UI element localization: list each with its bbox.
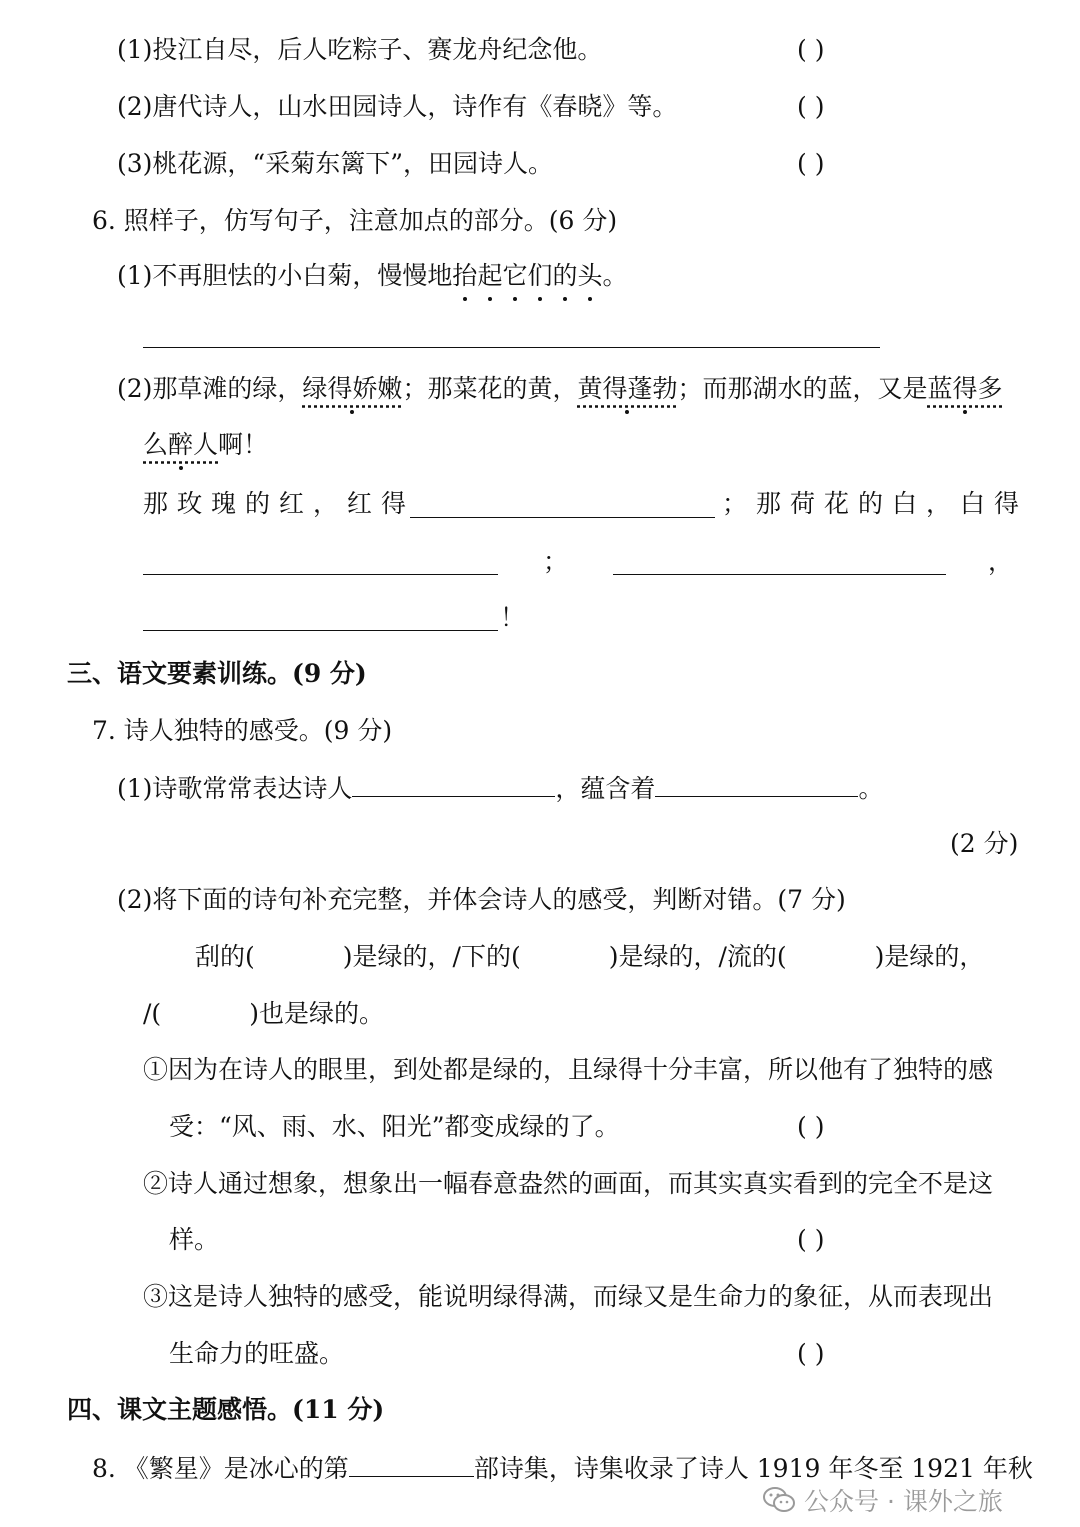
option-3-line-2: 生命力的旺盛。 (169, 1339, 345, 1368)
q7-2-title: (2)将下面的诗句补充完整，并体会诗人的感受，判断对错。(7 分) (117, 885, 846, 914)
dotted-char: 们 (527, 259, 552, 293)
dotted-phrase: 蓝得多 (927, 372, 1002, 406)
answer-blank[interactable] (655, 770, 858, 797)
answer-line[interactable] (410, 517, 715, 518)
answer-line[interactable] (143, 574, 498, 575)
section-3-title: 三、语文要素训练。(9 分) (67, 659, 367, 688)
wechat-icon (762, 1485, 796, 1515)
q5-item-3: (3)桃花源，“采菊东篱下”，田园诗人。 (117, 149, 553, 178)
exclamation: ！ (500, 603, 526, 632)
answer-line[interactable] (143, 347, 880, 348)
q7-1: (1)诗歌常常表达诗人 ，蕴含着 。 (117, 770, 883, 804)
answer-paren[interactable]: ( ) (797, 35, 825, 64)
dotted-char: 的 (552, 259, 577, 293)
comma: ， (988, 547, 1014, 576)
option-1-line-1: ①因为在诗人的眼里，到处都是绿的，且绿得十分丰富，所以他有了独特的感 (143, 1055, 994, 1084)
q6-title: 6. 照样子，仿写句子，注意加点的部分。(6 分) (92, 206, 618, 235)
option-1-line-2: 受：“风、雨、水、阳光”都变成绿的了。 (169, 1112, 620, 1141)
q6-sentence-2: (2)那草滩的绿，绿得娇嫩；那菜花的黄，黄得蓬勃；而那湖水的蓝，又是蓝得多 (117, 372, 1003, 406)
poem-line-2: /( )也是绿的。 (143, 999, 384, 1028)
answer-paren[interactable]: ( ) (797, 92, 825, 121)
q5-item-2: (2)唐代诗人，山水田园诗人，诗作有《春晓》等。 (117, 92, 678, 121)
dotted-phrase: 绿得娇嫩 (302, 372, 402, 406)
section-4-title: 四、课文主题感悟。(11 分) (67, 1395, 385, 1424)
dotted-char: 起 (477, 259, 502, 293)
semicolon: ； (543, 547, 569, 576)
answer-paren[interactable]: ( ) (797, 149, 825, 178)
q6-fill-a: 那玫瑰的红，红得 (143, 489, 416, 518)
q6-fill-b: ；那荷花的白，白得 (722, 489, 1029, 518)
watermark: 公众号 · 课外之旅 (762, 1480, 1003, 1520)
dotted-char: 头 (578, 259, 603, 293)
poem-line-1: 刮的( )是绿的，/下的( )是绿的，/流的( )是绿的， (195, 942, 985, 971)
option-3-line-1: ③这是诗人独特的感受，能说明绿得满，而绿又是生命力的象征，从而表现出 (143, 1282, 994, 1311)
q6-sentence-2-cont: 么醉人啊！ (143, 428, 268, 462)
answer-line[interactable] (613, 574, 946, 575)
option-2-line-2: 样。 (169, 1225, 220, 1254)
q5-item-1: (1)投江自尽，后人吃粽子、赛龙舟纪念他。 (117, 35, 603, 64)
dotted-char: 它 (502, 259, 527, 293)
option-2-line-1: ②诗人通过想象，想象出一幅春意盎然的画面，而其实真实看到的完全不是这 (143, 1169, 994, 1198)
dotted-phrase: 么醉人 (143, 428, 218, 462)
q8-text: 8. 《繁星》是冰心的第 部诗集，诗集收录了诗人 1919 年冬至 1921 年秋 (92, 1450, 1033, 1484)
q7-1-score: (2 分) (950, 829, 1019, 858)
q6-sentence-1: (1)不再胆怯的小白菊，慢慢地抬起它们的头。 (117, 259, 628, 293)
answer-paren[interactable]: ( ) (797, 1112, 825, 1141)
dotted-phrase: 黄得蓬勃 (577, 372, 677, 406)
answer-blank[interactable] (349, 1450, 474, 1477)
q7-title: 7. 诗人独特的感受。(9 分) (92, 716, 393, 745)
answer-line[interactable] (143, 630, 498, 631)
dotted-char: 抬 (452, 259, 477, 293)
answer-paren[interactable]: ( ) (797, 1339, 825, 1368)
answer-blank[interactable] (352, 770, 555, 797)
answer-paren[interactable]: ( ) (797, 1225, 825, 1254)
